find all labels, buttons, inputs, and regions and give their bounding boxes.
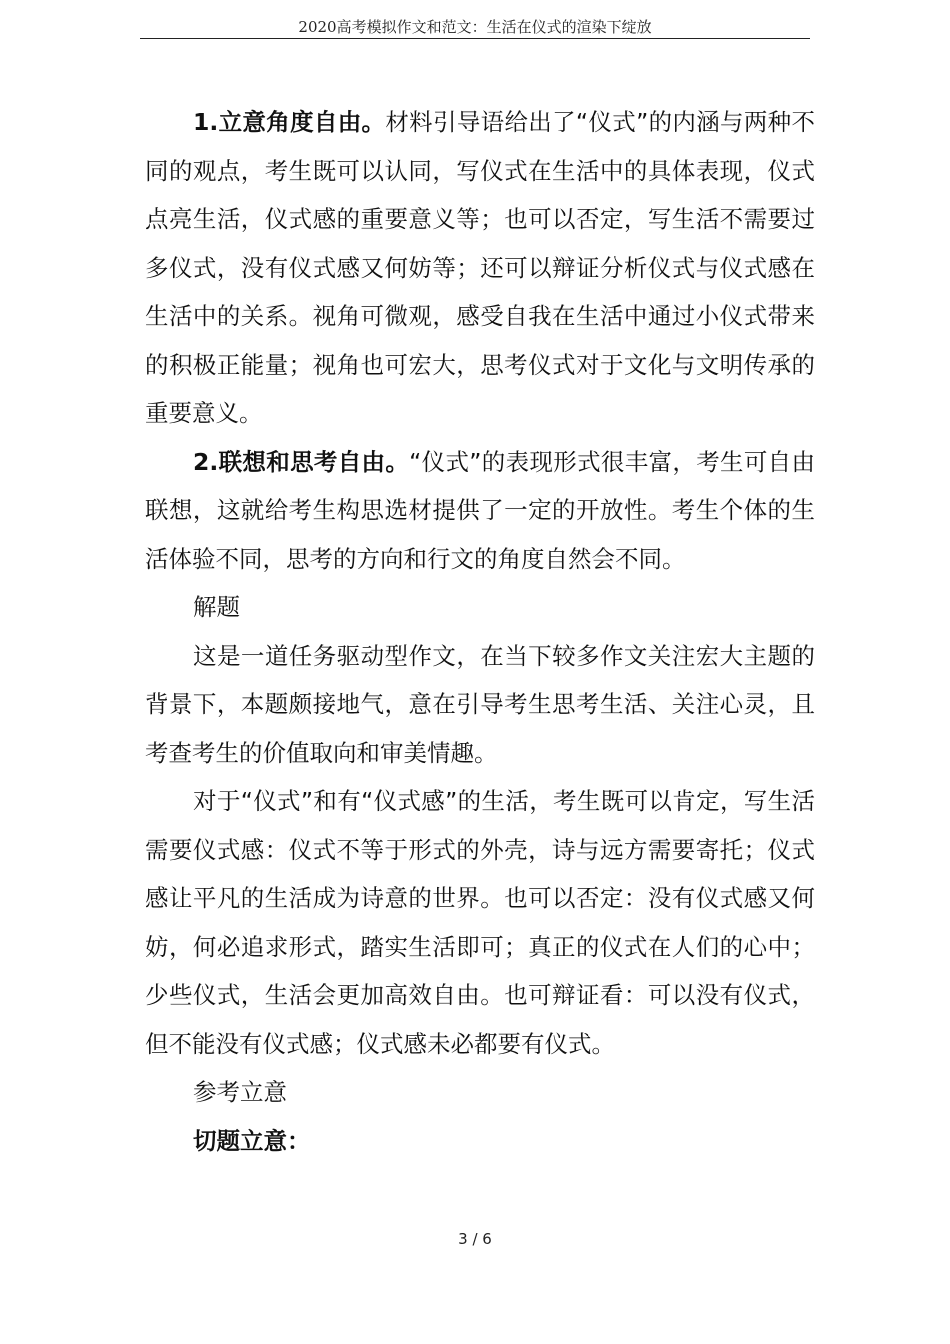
paragraph-angle-freedom [145,98,815,438]
section-label-reference: 参考立意 [193,1078,287,1106]
paragraph-text: “仪式”的表现形式很丰富，考生可自由联想，这就给考生构思选材提供了一定的开放性。考生个体的生活体验不同，思考的方向和行文的角度自然会不同。 [145,447,815,573]
paragraph-heading: 2.联想和思考自由。 [193,447,410,476]
paragraph-analysis [145,777,815,1068]
document-body [145,98,815,1165]
paragraph-text: 这是一道任务驱动型作文，在当下较多作文关注宏大主题的背景下，本题颇接地气，意在引导考生思考生活、关注心灵，且考查考生的价值取向和审美情趣。 [145,641,815,767]
subheading-on-topic: 切题立意： [193,1126,311,1155]
paragraph-heading: 1.立意角度自由。 [193,108,386,136]
section-label-jieti: 解题 [193,593,240,621]
paragraph-subheading [145,1117,815,1166]
header-divider [140,38,810,39]
page-number: 3 / 6 [458,1230,492,1248]
page-header-title: 2020高考模拟作文和范文：生活在仪式的渲染下绽放 [298,18,652,36]
paragraph-section-label [145,1068,815,1117]
paragraph-text: 对于“仪式”和有“仪式感”的生活，考生既可以肯定，写生活需要仪式感：仪式不等于形式的外壳，诗与远方需要寄托；仪式感让平凡的生活成为诗意的世界。也可以否定：没有仪式感又何妨，何必追求形式，踏实生活即可；真正的仪式在人们的心中；少些仪式，生活会更加高效自由。也可辩证看：可以没有仪式，但不能没有仪式感；仪式感未必都要有仪式。 [145,787,815,1058]
paragraph-task-description [145,632,815,778]
paragraph-text: 材料引导语给出了“仪式”的内涵与两种不同的观点，考生既可以认同，写仪式在生活中的具体表现，仪式点亮生活，仪式感的重要意义等；也可以否定，写生活不需要过多仪式，没有仪式感又何妨等；还可以辩证分析仪式与仪式感在生活中的关系。视角可微观，感受自我在生活中通过小仪式带来的积极正能量；视角也可宏大，思考仪式对于文化与文明传承的重要意义。 [145,108,815,427]
paragraph-association-freedom [145,438,815,584]
paragraph-section-label [145,583,815,632]
